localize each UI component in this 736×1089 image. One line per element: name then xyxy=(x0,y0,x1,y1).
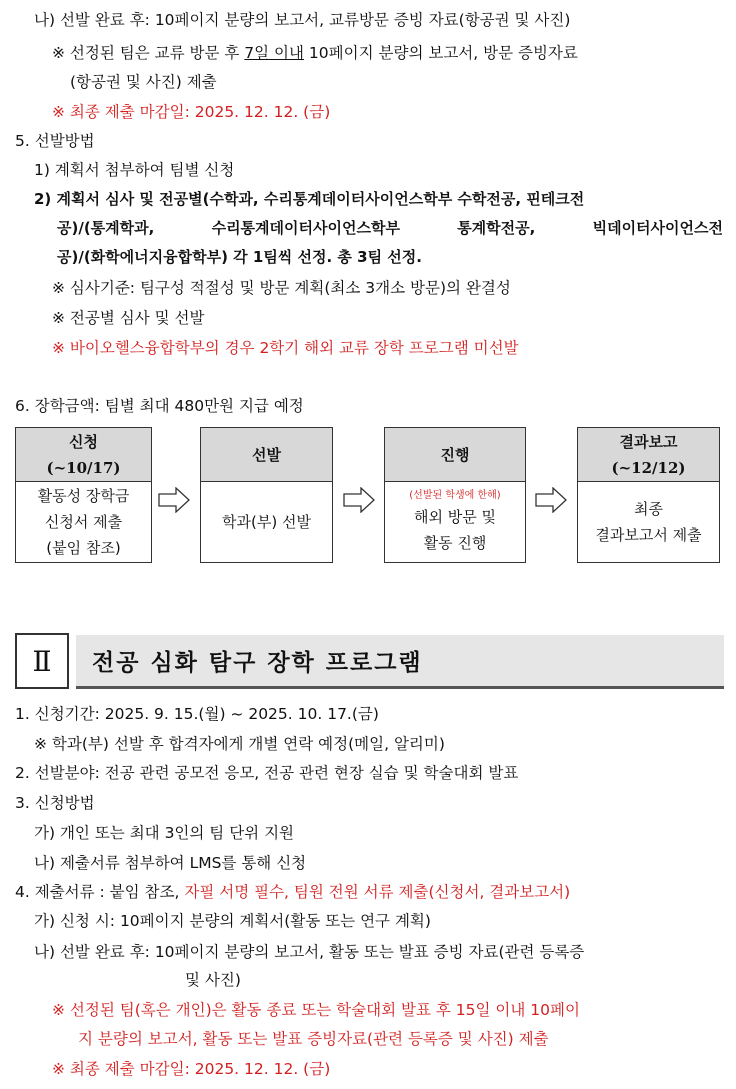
flow-step-report-line: 최종 xyxy=(634,500,663,518)
flow-step-apply-line: 신청서 제출 xyxy=(44,513,123,531)
flow-step-report xyxy=(577,427,720,563)
flow-step-apply-line: 활동성 장학금 xyxy=(37,487,130,505)
flow-step-apply-date: (~10/17) xyxy=(46,458,121,477)
review-criteria-note: ※ 심사기준: 팀구성 적절성 및 방문 계획(최소 3개소 방문)의 완결성 xyxy=(52,279,511,297)
final-deadline-note-2: ※ 최종 제출 마감일: 2025. 12. 12. (금) xyxy=(52,1060,331,1078)
selected-team-deadline-note: ※ 선정된 팀(혹은 개인)은 활동 종료 또는 학술대회 발표 후 15일 이내 10페이 xyxy=(52,1001,580,1019)
selection-step-2: 2) 계획서 심사 및 전공별(수학과, 수리통계데이터사이언스학부 수학전공, 핀테크전 xyxy=(34,190,585,208)
selected-team-deadline-note-cont: 지 분량의 보고서, 활동 또는 발표 증빙자료(관련 등록증 및 사진) 제출 xyxy=(78,1030,549,1048)
required-documents xyxy=(15,881,570,903)
flow-step-progress-title: 진행 xyxy=(440,445,470,464)
flow-step-progress-line: 해외 방문 및 xyxy=(414,508,496,526)
flow-step-apply-line: (붙임 참조) xyxy=(46,539,121,557)
selection-step-2-cont2: 공)/(화학에너지융합학부) 각 1팀씩 선정. 총 3팀 선정. xyxy=(57,248,422,266)
note-text-b: 10페이지 분량의 보고서, 방문 증빙자료 xyxy=(304,44,578,62)
documents-at-application: 가) 신청 시: 10페이지 분량의 계획서(활동 또는 연구 계획) xyxy=(34,912,431,930)
scholarship-amount: 6. 장학금액: 팀별 최대 480만원 지급 예정 xyxy=(15,397,304,415)
selection-step-1: 1) 계획서 첨부하여 팀별 신청 xyxy=(34,161,235,179)
flow-step-report-title: 결과보고 xyxy=(619,432,678,451)
section-title: 전공 심화 탐구 장학 프로그램 xyxy=(76,635,724,689)
note-text-a: ※ 선정된 팀은 교류 방문 후 xyxy=(52,44,245,62)
flow-step-select-title: 선발 xyxy=(252,445,281,464)
selection-method-heading: 5. 선발방법 xyxy=(15,132,95,150)
flow-arrow-icon xyxy=(535,487,567,513)
flow-step-select xyxy=(200,427,333,563)
flow-step-apply xyxy=(15,427,152,563)
application-method-b: 나) 제출서류 첨부하여 LMS를 통해 신청 xyxy=(34,854,307,872)
flow-arrow-icon xyxy=(158,487,190,513)
selected-team-note xyxy=(52,42,578,64)
flow-step-progress-line: 활동 진행 xyxy=(423,534,487,552)
deadline-underlined: 7일 이내 xyxy=(244,44,304,62)
selection-field: 2. 선발분야: 전공 관련 공모전 응모, 전공 관련 현장 실습 및 학술대회 발표 xyxy=(15,764,519,782)
selected-team-note-cont: (항공권 및 사진) 제출 xyxy=(70,73,217,91)
submission-after-selection: 나) 선발 완료 후: 10페이지 분량의 보고서, 교류방문 증빙 자료(항공권 및 사진) xyxy=(34,11,571,29)
application-method-heading: 3. 신청방법 xyxy=(15,794,95,812)
application-method-a: 가) 개인 또는 최대 3인의 팀 단위 지원 xyxy=(34,824,295,842)
contact-note: ※ 학과(부) 선발 후 합격자에게 개별 연락 예정(메일, 알리미) xyxy=(34,735,445,753)
flow-step-select-line: 학과(부) 선발 xyxy=(222,513,311,531)
flow-arrow-icon xyxy=(343,487,375,513)
application-period: 1. 신청기간: 2025. 9. 15.(월) ~ 2025. 10. 17.(금) xyxy=(15,705,379,723)
flow-step-progress xyxy=(384,427,526,563)
documents-after-selection: 나) 선발 완료 후: 10페이지 분량의 보고서, 활동 또는 발표 증빙 자료(관련 등록증 xyxy=(34,943,585,961)
flow-step-apply-title: 신청 xyxy=(69,432,98,451)
required-documents-text: 4. 제출서류 : 붙임 참조, xyxy=(15,883,185,901)
selection-step-2-cont1: 공)/(통계학과, 수리통계데이터사이언스학부 통계학전공, 빅데이터사이언스전 xyxy=(57,219,723,237)
required-documents-warning: 자필 서명 필수, 팀원 전원 서류 제출(신청서, 결과보고서) xyxy=(184,883,571,901)
documents-after-selection-cont: 및 사진) xyxy=(185,971,241,989)
flow-step-report-line: 결과보고서 제출 xyxy=(595,526,702,544)
section-number: Ⅱ xyxy=(15,633,69,689)
final-deadline-note: ※ 최종 제출 마감일: 2025. 12. 12. (금) xyxy=(52,103,331,121)
major-review-note: ※ 전공별 심사 및 선발 xyxy=(52,309,205,327)
biohealth-exclusion-note: ※ 바이오헬스융합학부의 경우 2학기 해외 교류 장학 프로그램 미선발 xyxy=(52,339,519,357)
flow-step-report-date: (~12/12) xyxy=(611,458,686,477)
flow-step-progress-note: (선발된 학생에 한해) xyxy=(409,490,501,501)
